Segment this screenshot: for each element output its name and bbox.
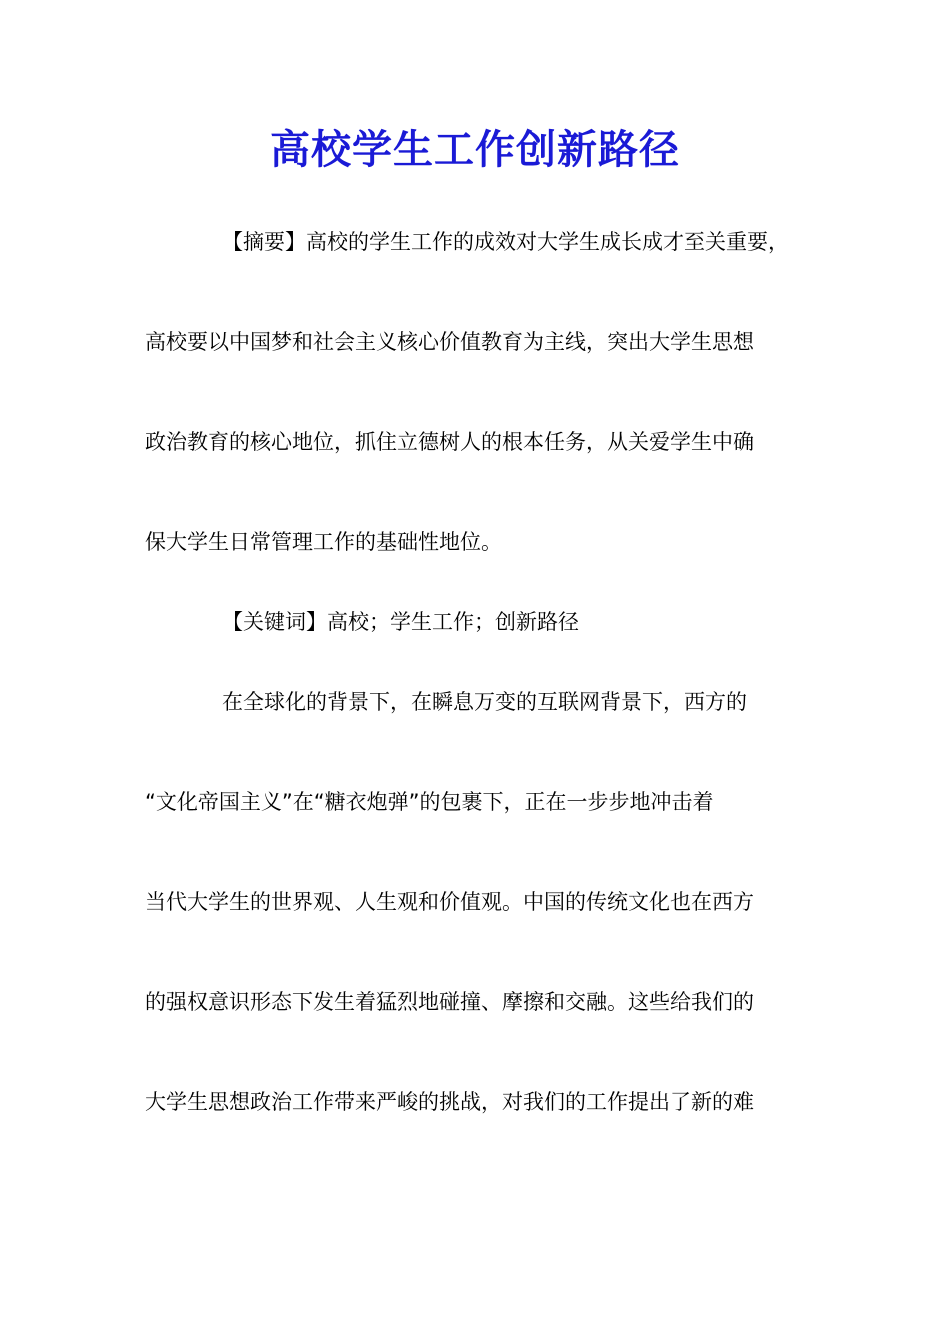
abstract-line-2: 高校要以中国梦和社会主义核心价值教育为主线，突出大学生思想: [145, 330, 754, 354]
body-line-5: 大学生思想政治工作带来严峻的挑战，对我们的工作提出了新的难: [145, 1090, 754, 1114]
document-title: 高校学生工作创新路径: [270, 126, 680, 173]
body-line-3: 当代大学生的世界观、人生观和价值观。中国的传统文化也在西方: [145, 890, 754, 914]
abstract-line-1: 【摘要】高校的学生工作的成效对大学生成长成才至关重要，: [222, 230, 789, 254]
abstract-line-4: 保大学生日常管理工作的基础性地位。: [145, 530, 502, 554]
body-line-1: 在全球化的背景下，在瞬息万变的互联网背景下，西方的: [222, 690, 747, 714]
body-line-4: 的强权意识形态下发生着猛烈地碰撞、摩擦和交融。这些给我们的: [145, 990, 754, 1014]
abstract-line-3: 政治教育的核心地位，抓住立德树人的根本任务，从关爱学生中确: [145, 430, 754, 454]
keywords-line: 【关键词】高校；学生工作；创新路径: [222, 610, 579, 634]
body-line-2: “文化帝国主义”在“糖衣炮弹”的包裹下，正在一步步地冲击着: [145, 790, 714, 814]
